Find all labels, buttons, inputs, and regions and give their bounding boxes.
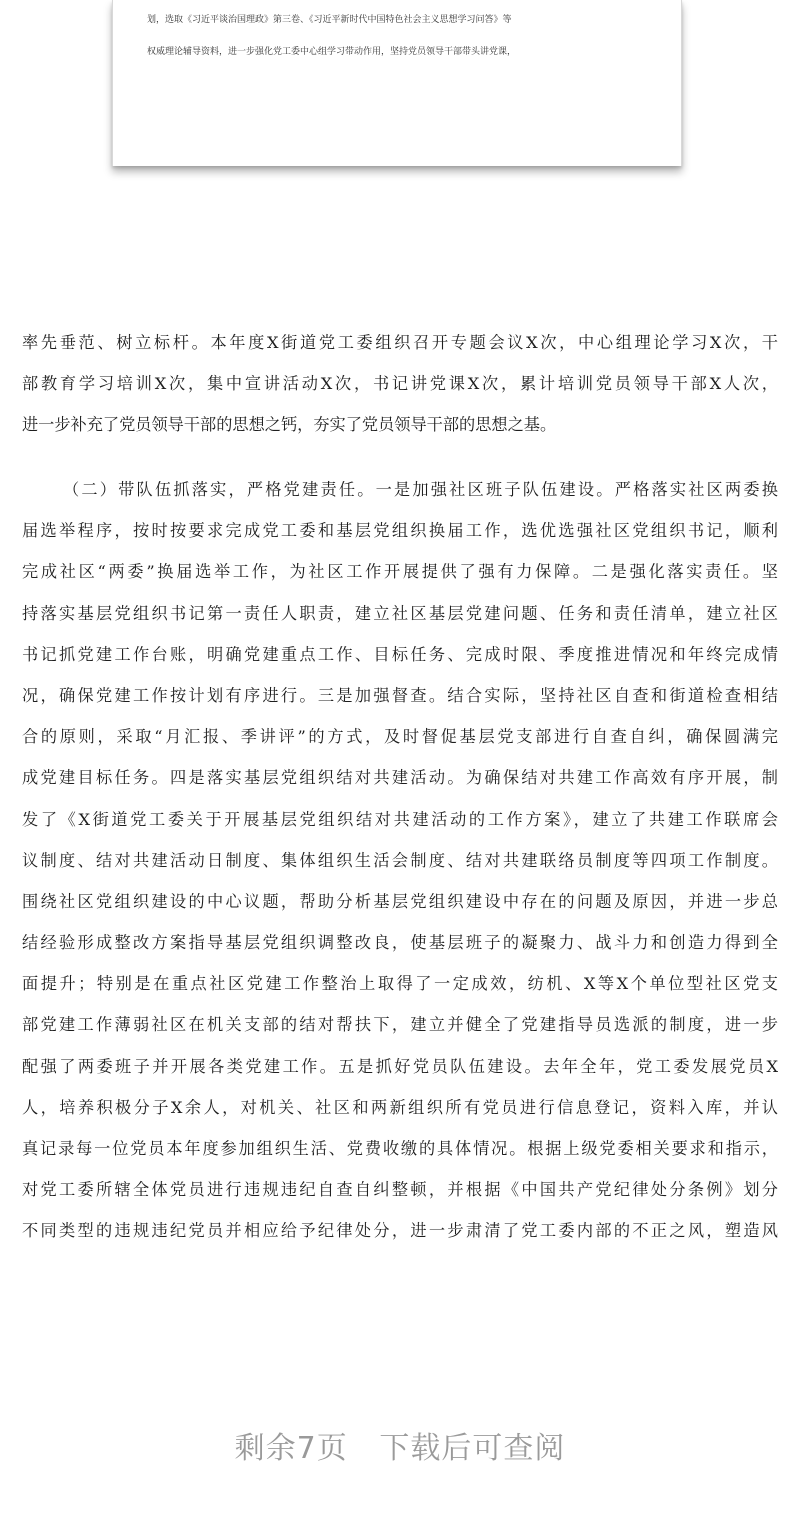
- text-line: 率先垂范、树立标杆。本年度X街道党工委组织召开专题会议X次，中心组理论学习X次，干: [22, 333, 778, 352]
- text-line: 围绕社区党组织建设的中心议题，帮助分析基层党组织建设中存在的问题及原因，并进一步总: [22, 891, 778, 911]
- text-line: 况，确保党建工作按计划有序进行。三是加强督查。结合实际，坚持社区自查和街道检查相结: [22, 685, 778, 705]
- text-line: 完成社区“两委”换届选举工作，为社区工作开展提供了强有力保障。二是强化落实责任。坚: [22, 562, 778, 582]
- download-prompt[interactable]: [0, 1425, 800, 1473]
- preview-text-line: 划，选取《习近平谈治国理政》第三卷、《习近平新时代中国特色社会主义思想学习问答》等: [147, 15, 512, 25]
- text-line: 面提升；特别是在重点社区党建工作整治上取得了一定成效，纺机、X等X个单位型社区党支: [22, 974, 778, 994]
- text-line: 真记录每一位党员本年度参加组织生活、党费收缴的具体情况。根据上级党委相关要求和指示，: [22, 1139, 778, 1158]
- section-two-paragraph: [22, 469, 778, 1252]
- continued-paragraph: [22, 322, 778, 446]
- document-preview-card: [112, 0, 682, 166]
- text-line: 议制度、结对共建活动日制度、集体组织生活会制度、结对共建联络员制度等四项工作制度。: [22, 850, 778, 870]
- text-line: 对党工委所辖全体党员进行违规违纪自查自纠整顿，并根据《中国共产党纪律处分条例》划分: [22, 1180, 778, 1200]
- preview-text-line: 权威理论辅导资料，进一步强化党工委中心组学习带动作用，坚持党员领导干部带头讲党课，: [147, 47, 517, 57]
- text-line: 发了《X街道党工委关于开展基层党组织结对共建活动的工作方案》，建立了共建工作联席会: [22, 809, 778, 829]
- download-to-view-label: 下载后可查阅: [379, 1431, 566, 1466]
- text-line: 成党建目标任务。四是落实基层党组织结对共建活动。为确保结对共建工作高效有序开展，制: [22, 768, 778, 788]
- text-line: 届选举程序，按时按要求完成党工委和基层党组织换届工作，选优选强社区党组织书记，顺利: [22, 521, 778, 541]
- section-two-heading-line: （二）带队伍抓落实，严格党建责任。一是加强社区班子队伍建设。严格落实社区两委换: [63, 480, 778, 499]
- text-line: 人，培养积极分子X余人，对机关、社区和两新组织所有党员进行信息登记，资料入库，并认: [22, 1097, 778, 1117]
- text-line: 持落实基层党组织书记第一责任人职责，建立社区基层党建问题、任务和责任清单，建立社区: [22, 603, 778, 623]
- text-line: 进一步补充了党员领导干部的思想之钙，夯实了党员领导干部的思想之基。: [22, 415, 557, 435]
- text-line: 合的原则，采取“月汇报、季讲评”的方式，及时督促基层党支部进行自查自纠，确保圆满完: [22, 727, 778, 747]
- text-line: 配强了两委班子并开展各类党建工作。五是抓好党员队伍建设。去年全年，党工委发展党员X: [22, 1056, 778, 1076]
- text-line: 部教育学习培训X次，集中宣讲活动X次，书记讲党课X次，累计培训党员领导干部X人次，: [22, 374, 778, 394]
- text-line: 不同类型的违规违纪党员并相应给予纪律处分，进一步肃清了党工委内部的不正之风，塑造风: [22, 1221, 778, 1241]
- remaining-pages-label: 剩余7页: [234, 1431, 348, 1466]
- text-line: 书记抓党建工作台账，明确党建重点工作、目标任务、完成时限、季度推进情况和年终完成情: [22, 644, 778, 664]
- text-line: 部党建工作薄弱社区在机关支部的结对帮扶下，建立并健全了党建指导员选派的制度，进一步: [22, 1015, 778, 1035]
- text-line: 结经验形成整改方案指导基层党组织调整改良，使基层班子的凝聚力、战斗力和创造力得到全: [22, 933, 778, 953]
